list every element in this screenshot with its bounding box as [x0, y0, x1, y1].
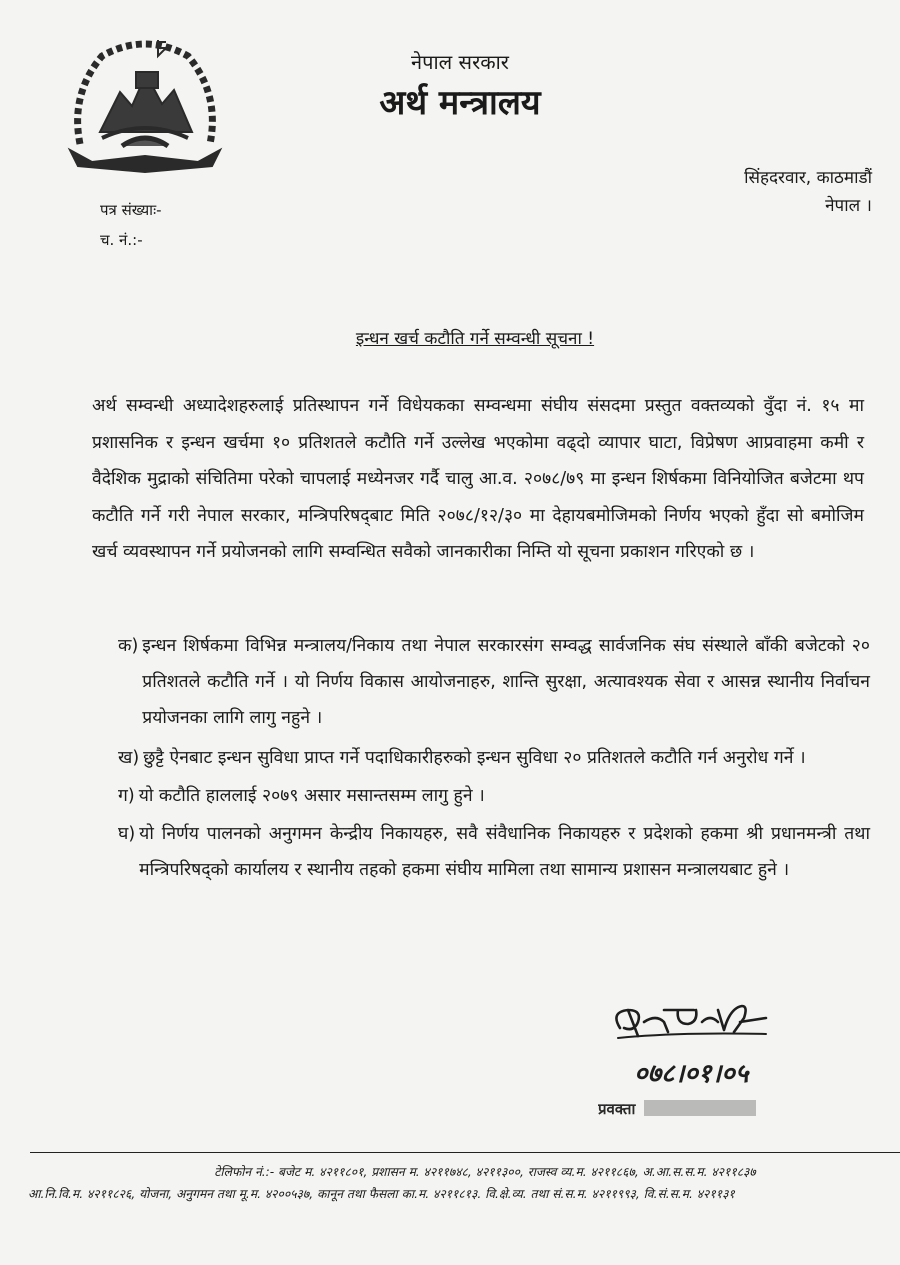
address-line-2: नेपाल । [825, 196, 872, 216]
letter-number: पत्र संख्याः- [100, 201, 162, 219]
list-item-label: क) [118, 636, 139, 656]
list-item-text: यो कटौति हाललाई २०७९ असार मसान्तसम्म लागु हुने । [138, 786, 485, 806]
footer-telephone-line-2: आ.नि.वि.म. ४२११८२६, योजना, अनुगमन तथा मू.म. ४२००५३७, कानून तथा फैसला का.म. ४२११८१३. वि.क्षे.व्य. तथा सं.स.म. ४२११९९३, वि.सं.स.म. ४२११३१ [28, 1187, 735, 1201]
list-item [118, 740, 870, 776]
ministry-title: अर्थ मन्त्रालय [379, 83, 541, 123]
list-item [118, 628, 870, 736]
signature-date: ०७८।०१।०५ [634, 1059, 749, 1089]
list-item-label: ख) [118, 748, 140, 768]
list-item-label: ग) [118, 786, 135, 806]
footer-divider [30, 1152, 900, 1153]
body-paragraph: अर्थ सम्वन्धी अध्यादेशहरुलाई प्रतिस्थापन गर्ने विधेयकका सम्वन्धमा संघीय संसदमा प्रस्तुत वक्तव्यको वुँदा नं. १५ मा प्रशासनिक र इन्धन खर्चमा १० प्रतिशतले कटौति गर्ने उल्लेख भएकोमा वढ्दो व्यापार घाटा, विप्रेषण आप्रवाहमा कमी र वैदेशिक मुद्राको संचितिमा परेको चापलाई मध्येनजर गर्दै चालु आ.व. २०७८/७९ मा इन्धन शिर्षकमा विनियोजित बजेटमा थप कटौति गर्ने गरी नेपाल सरकार, मन्त्रिपरिषद्‌बाट मिति २०७८/१२/३० मा देहायबमोजिमको निर्णय भएको हुँदा सो बमोजिम खर्च व्यवस्थापन गर्ने प्रयोजनको लागि सम्वन्धित सवैको जानकारीका निम्ति यो सूचना प्रकाशन गरिएको छ । [92, 396, 864, 562]
list-item-label: घ) [118, 824, 136, 844]
stamp-mark [644, 1100, 756, 1116]
list-item [118, 778, 870, 814]
list-item [118, 816, 870, 888]
office-address [744, 164, 872, 220]
government-title: नेपाल सरकार [411, 50, 509, 74]
notice-subject: इन्धन खर्च कटौति गर्ने सम्वन्धी सूचना ! [355, 329, 595, 349]
address-line-1: सिंहदरवार, काठमाडौं [744, 168, 872, 188]
dispatch-number: च. नं.:- [100, 231, 143, 249]
decision-list [118, 628, 870, 888]
handwritten-signature-block [598, 988, 798, 1118]
spokesperson-designation: प्रवक्ता [598, 1100, 636, 1118]
list-item-text: इन्धन शिर्षकमा विभिन्न मन्त्रालय/निकाय तथा नेपाल सरकारसंग सम्वद्ध सार्वजनिक संघ संस्थाले बाँकी बजेटको २० प्रतिशतले कटौति गर्ने । यो निर्णय विकास आयोजनाहरु, शान्ति सुरक्षा, अत्यावश्यक सेवा र आसन्न स्थानीय निर्वाचन प्रयोजनका लागि लागु नहुने । [142, 636, 870, 728]
footer-telephone-line-1: टेलिफोन नं.:- बजेट म. ४२११८०१, प्रशासन म. ४२११७४८, ४२११३००, राजस्व व्य.म. ४२११८६७, अ.आ.स.स.म. ४२११८३७ [214, 1165, 756, 1179]
list-item-text: छुट्टै ऐनबाट इन्धन सुविधा प्राप्त गर्ने पदाधिकारीहरुको इन्धन सुविधा २० प्रतिशतले कटौति गर्न अनुरोध गर्ने । [143, 748, 806, 768]
list-item-text: यो निर्णय पालनको अनुगमन केन्द्रीय निकायहरु, सवै संवैधानिक निकायहरु र प्रदेशको हकमा श्री प्रधानमन्त्री तथा मन्त्रिपरिषद्‌को कार्यालय र स्थानीय तहको हकमा संघीय मामिला तथा सामान्य प्रशासन मन्त्रालयबाट हुने । [139, 824, 870, 880]
